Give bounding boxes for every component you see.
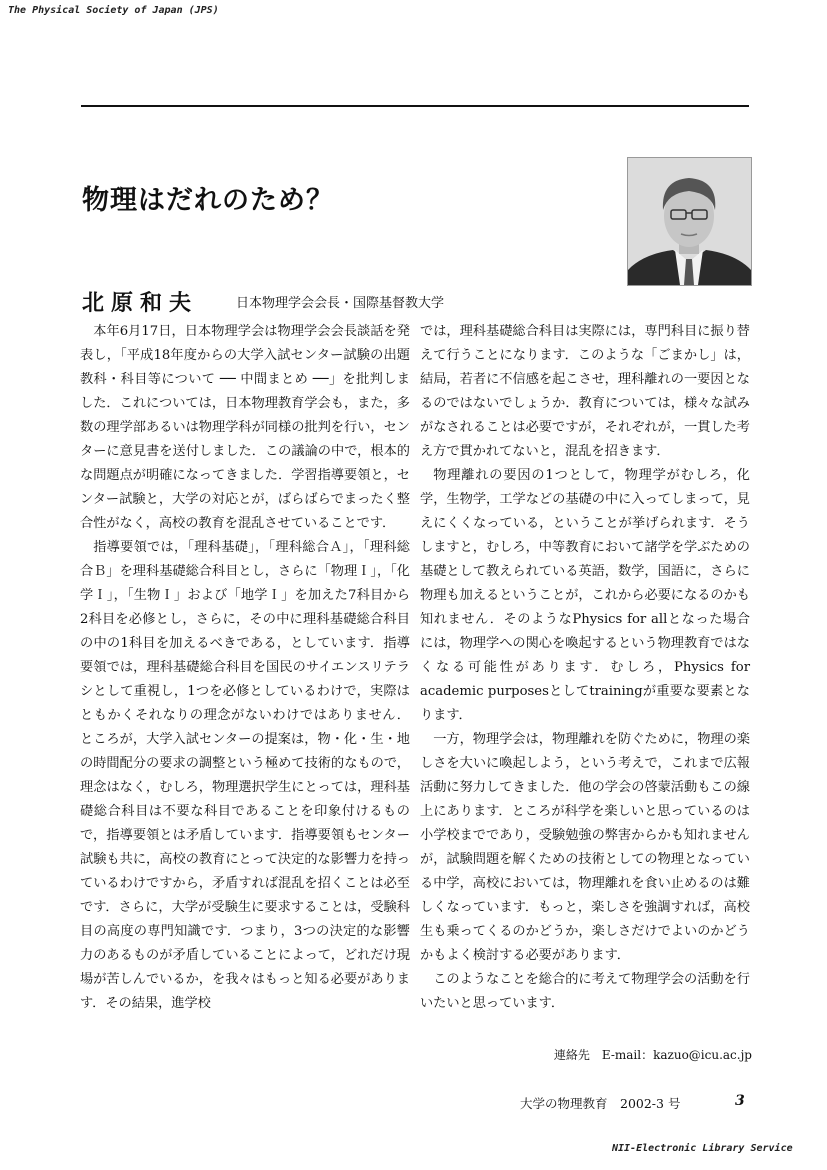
paragraph: では，理科基礎総合科目は実際には，専門科目に振り替えて行うことになります．このような「ごまかし」は，結局，若者に不信感を起こさせ，理科離れの一要因となるのではないでしょうか．教育については，様々な試みがなされることは必要ですが，それぞれが，一貫した考え方で貫かれてないと，混乱を招きます．	[420, 324, 750, 459]
journal-issue: 大学の物理教育 2002-3 号	[520, 1096, 681, 1111]
page-number: 3	[735, 1093, 745, 1109]
author-photo	[627, 157, 752, 286]
paragraph: 一方，物理学会は，物理離れを防ぐために，物理の楽しさを大いに喚起しよう，という考えで，これまで広報活動に努力してきました．他の学会の啓蒙活動もこの線上にあります．ところが科学を楽しいと思っているのは小学校までであり，受験勉強の弊害からかも知れませんが，試験問題を解くための技術としての物理となっている中学，高校においては，物理離れを食い止めるのは難しくなっています．もっと，楽しさを強調すれば，高校生も乗ってくるのかどうか，楽しさだけでよいのかどうかもよく検討する必要があります．	[420, 732, 750, 963]
top-rule	[81, 105, 749, 107]
paragraph: 本年6月17日，日本物理学会は物理学会会長談話を発表し，「平成18年度からの大学入試センター試験の出題教科・科目等について ── 中間まとめ ──」を批判しました．これについては，日本物理教育学会も，また，多数の理学部あるいは物理学科が同様の批判を行い，センターに意見書を送付しました．この議論の中で，根本的な問題点が明確になってきました．学習指導要領と，センター試験と，大学の対応とが，ばらばらでまったく整合性がなく，高校の教育を混乱させていることです．	[80, 324, 410, 531]
author-affiliation: 日本物理学会会長・国際基督教大学	[236, 296, 445, 311]
contact-info: 連絡先 E-mail：kazuo@icu.ac.jp	[553, 1048, 752, 1062]
paragraph: このようなことを総合的に考えて物理学会の活動を行いたいと思っています．	[420, 972, 750, 1011]
publisher-watermark: The Physical Society of Japan (JPS)	[8, 5, 219, 16]
paragraph: 物理離れの要因の1つとして，物理学がむしろ，化学，生物学，工学などの基礎の中に入ってしまって，見えにくくなっている，ということが挙げられます．そうしますと，むしろ，中等教育において諸学を学ぶための基礎として教えられている英語，数学，国語に，さらに物理も加えるということが，これから必要になるのかも知れません．そのようなPhysics for allとなった場合には，物理学への関心を喚起するという物理教育ではなくなる可能性があります．むしろ，Physics for academic purposesとしてtrainingが重要な要素となります．	[420, 468, 750, 723]
article-title: 物理はだれのため？	[82, 185, 334, 216]
service-watermark: NII-Electronic Library Service	[612, 1143, 793, 1154]
body-column-left	[80, 320, 410, 1016]
body-column-right	[420, 320, 750, 1016]
paragraph: 指導要領では，「理科基礎」，「理科総合Ａ」，「理科総合Ｂ」を理科基礎総合科目とし，さらに「物理Ｉ」，「化学Ｉ」，「生物Ｉ」および「地学Ｉ」を加えた7科目から2科目を必修とし，さらに，その中に理科基礎総合科目の中の1科目を加えるべきである，としています．指導要領では，理科基礎総合科目を国民のサイエンスリテラシとして重視し，1つを必修としているわけで，実際はともかくそれなりの理念がないわけではありません．ところが，大学入試センターの提案は，物・化・生・地の時間配分の要求の調整という極めて技術的なもので，理念はなく，むしろ，物理選択学生にとっては，理科基礎総合科目は不要な科目であることを印象付けるもので，指導要領とは矛盾しています．指導要領もセンター試験も共に，高校の教育にとって決定的な影響力を持っているわけですから，矛盾すれば混乱を招くことは必至です．さらに，大学が受験生に要求することは，受験科目の高度の専門知識です．つまり，3つの決定的な影響力のあるものが矛盾していることによって，どれだけ現場が苦しんでいるか，を我々はもっと知る必要があります．その結果，進学校	[80, 540, 410, 1011]
author-name: 北原和夫	[82, 291, 199, 316]
